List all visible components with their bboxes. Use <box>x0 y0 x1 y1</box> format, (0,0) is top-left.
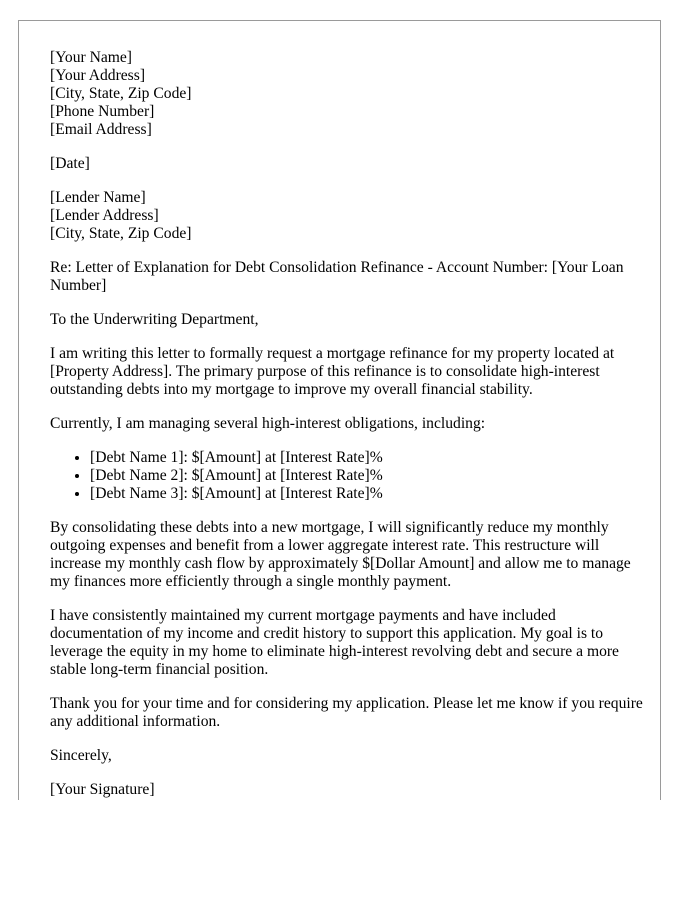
history-paragraph: I have consistently maintained my current mortgage payments and have included documentation of my income and credit history to support this application. My goal is to leverage the equity in my home to eliminate high-interest revolving debt and secure a more stable long-term financial position. <box>50 607 619 678</box>
sender-block <box>50 49 650 139</box>
sender-name: [Your Name] <box>50 49 133 66</box>
letter-page <box>18 20 661 800</box>
obligations-intro: Currently, I am managing several high-interest obligations, including: <box>50 415 486 432</box>
lender-address: [Lender Address] <box>50 207 159 224</box>
sender-email: [Email Address] <box>50 121 152 138</box>
debt-list-item: • [Debt Name 1]: $[Amount] at [Interest Rate]% <box>90 449 650 467</box>
debt-list-item: • [Debt Name 3]: $[Amount] at [Interest Rate]% <box>90 485 650 503</box>
signature: [Your Signature] <box>50 781 155 798</box>
letter-date: [Date] <box>50 155 90 172</box>
debt-list <box>50 449 650 503</box>
salutation: To the Underwriting Department, <box>50 311 259 328</box>
signoff: Sincerely, <box>50 747 112 764</box>
lender-city-state-zip: [City, State, Zip Code] <box>50 225 192 242</box>
sender-city-state-zip: [City, State, Zip Code] <box>50 85 192 102</box>
subject-line: Re: Letter of Explanation for Debt Consolidation Refinance - Account Number: [Your Loan Number] <box>50 259 624 294</box>
debt-list-item: • [Debt Name 2]: $[Amount] at [Interest Rate]% <box>90 467 650 485</box>
sender-address: [Your Address] <box>50 67 146 84</box>
letter-content <box>50 49 650 799</box>
lender-block <box>50 189 650 243</box>
sender-phone: [Phone Number] <box>50 103 155 120</box>
closing-paragraph: Thank you for your time and for considering my application. Please let me know if you require any additional information. <box>50 695 643 730</box>
intro-paragraph: I am writing this letter to formally request a mortgage refinance for my property located at [Property Address]. The primary purpose of this refinance is to consolidate high-interest outstanding debts into my mortgage to improve my overall financial stability. <box>50 345 615 398</box>
lender-name: [Lender Name] <box>50 189 146 206</box>
consolidation-paragraph: By consolidating these debts into a new mortgage, I will significantly reduce my monthly outgoing expenses and benefit from a lower aggregate interest rate. This restructure will increase my monthly cash flow by approximately $[Dollar Amount] and allow me to manage my finances more efficiently through a single monthly payment. <box>50 519 631 590</box>
